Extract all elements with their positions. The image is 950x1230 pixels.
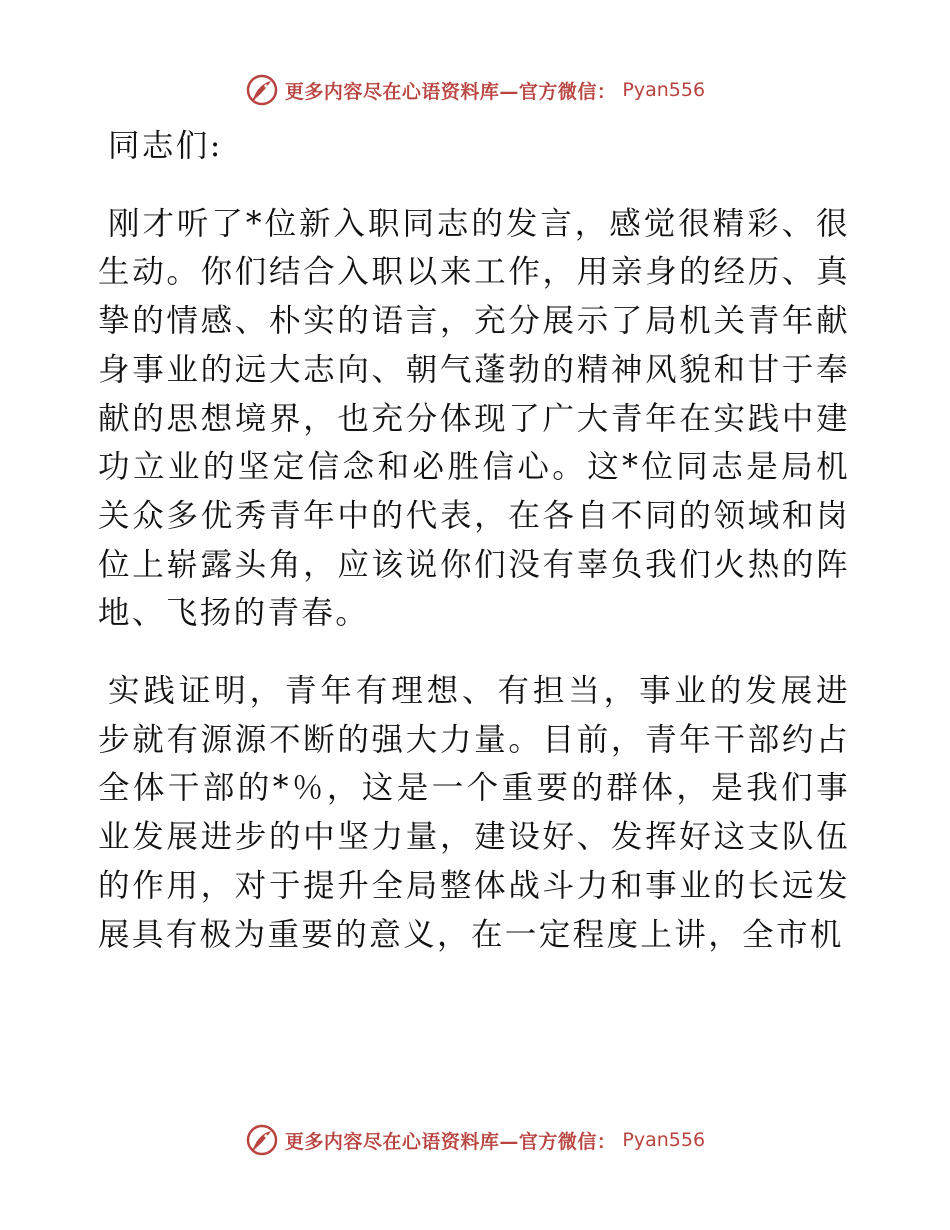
banner-text: 更多内容尽在心语资料库—官方微信：	[284, 1130, 617, 1153]
footer-banner	[0, 1120, 950, 1160]
greeting: 同志们:	[108, 128, 223, 164]
banner-wechat-id: Pyan556	[622, 79, 706, 101]
pen-logo-icon	[245, 73, 279, 107]
paragraph-2: 实践证明，青年有理想、有担当，事业的发展进步就有源源不断的强大力量。目前，青年干部约占全体干部的*％，这是一个重要的群体，是我们事业发展进步的中坚力量，建设好、发挥好这支队伍的作用，对于提升全局整体战斗力和事业的长远发展具有极为重要的意义，在一定程度上讲，全市机	[98, 673, 850, 953]
pen-logo-icon	[245, 1123, 279, 1157]
banner-wechat-id: Pyan556	[622, 1129, 706, 1151]
document-body	[98, 122, 850, 959]
paragraph-1: 刚才听了*位新入职同志的发言，感觉很精彩、很生动。你们结合入职以来工作，用亲身的经历、真挚的情感、朴实的语言，充分展示了局机关青年献身事业的远大志向、朝气蓬勃的精神风貌和甘于奉献的思想境界，也充分体现了广大青年在实践中建功立业的坚定信念和必胜信心。这*位同志是局机关众多优秀青年中的代表，在各自不同的领域和岗位上崭露头角，应该说你们没有辜负我们火热的阵地、飞扬的青春。	[98, 205, 850, 632]
banner-text: 更多内容尽在心语资料库—官方微信：	[284, 80, 617, 103]
header-banner	[0, 70, 950, 110]
